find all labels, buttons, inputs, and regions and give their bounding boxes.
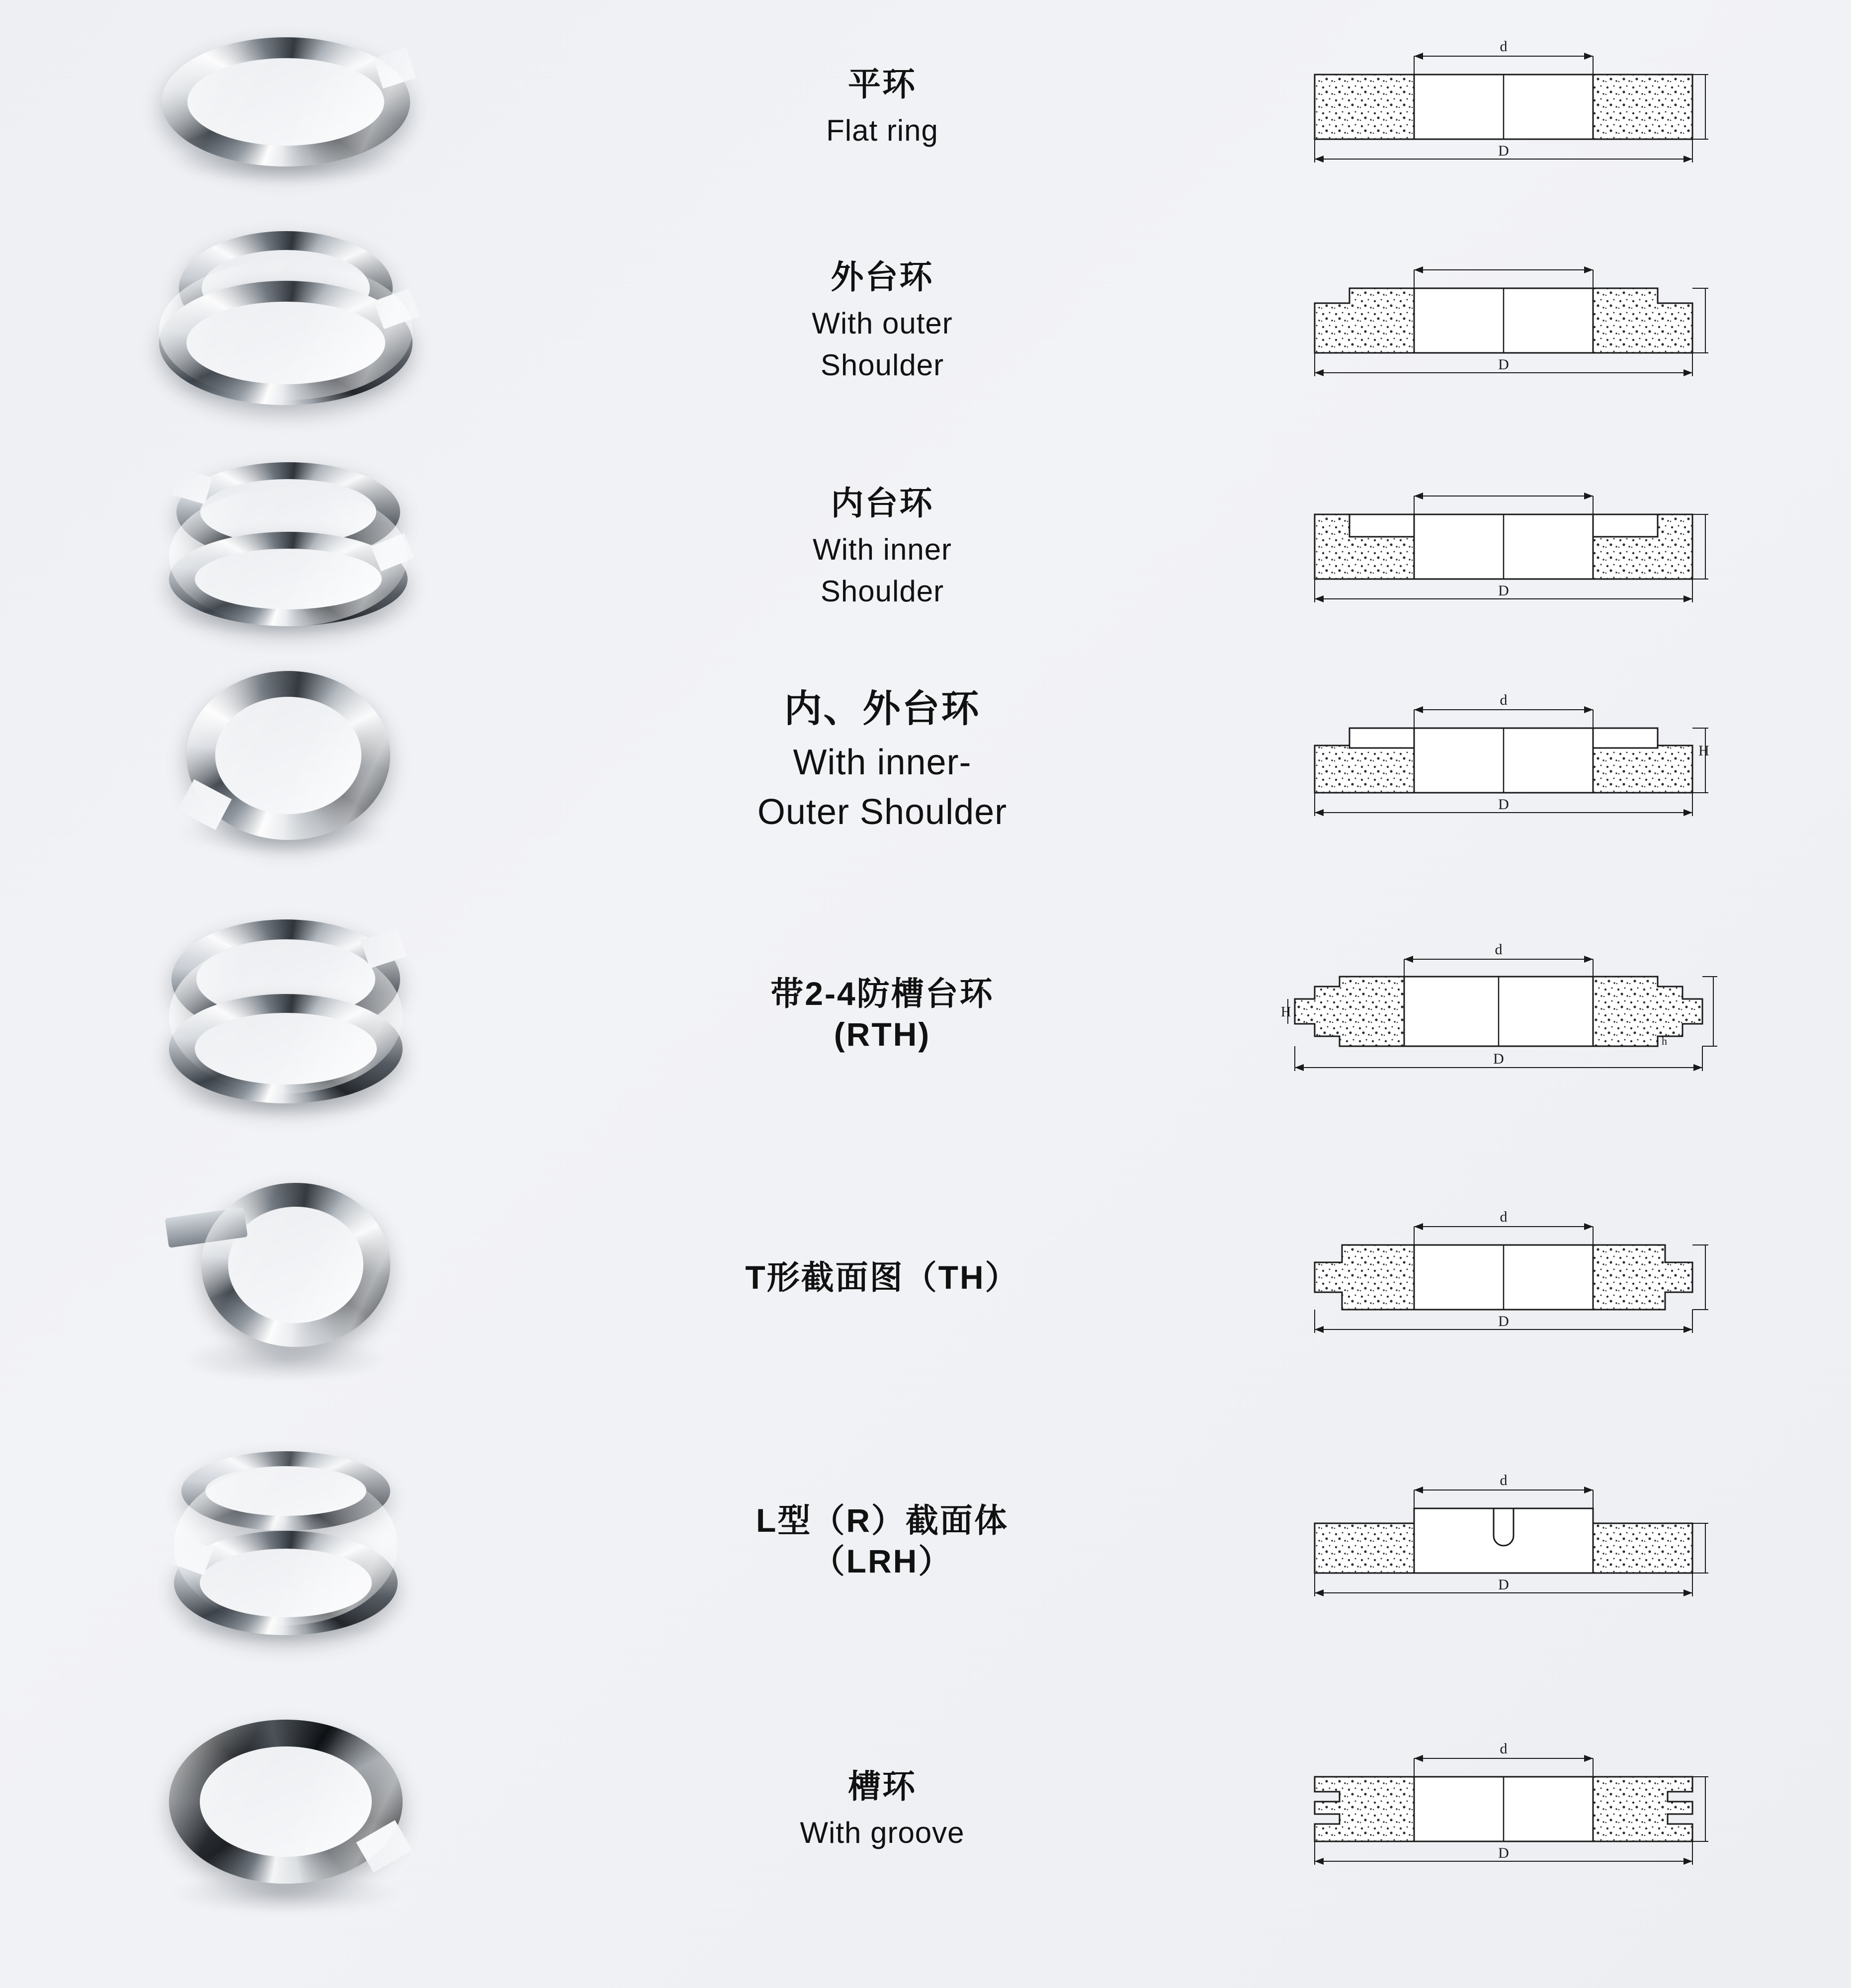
label-inner-outer-shoulder <box>572 685 1193 835</box>
label-en: With inner- <box>793 742 972 782</box>
dim-D: D <box>1498 582 1509 599</box>
row-outer-shoulder <box>0 209 1851 432</box>
drawing-th-section <box>1193 1203 1814 1352</box>
section-svg <box>1295 686 1712 835</box>
dim-d: d <box>1500 38 1508 55</box>
row-flat-ring <box>0 0 1851 214</box>
section-svg <box>1295 1735 1712 1884</box>
drawing-groove-ring <box>1193 1735 1814 1884</box>
photo-lrh-section <box>0 1436 572 1645</box>
drawing-rth-ring <box>1193 934 1814 1093</box>
section-svg <box>1280 934 1727 1093</box>
photo-th-section <box>0 1173 572 1382</box>
section-svg <box>1295 32 1712 181</box>
label-cn: 内、外台环 <box>784 687 981 730</box>
row-rth-ring <box>0 890 1851 1138</box>
dim-d: d <box>1500 1740 1508 1757</box>
row-th-section <box>0 1153 1851 1402</box>
label-en: With inner <box>812 533 952 567</box>
label-cn: 平环 <box>848 65 917 102</box>
dim-D: D <box>1498 1845 1509 1861</box>
label-flat-ring <box>572 64 1193 151</box>
label-en: With groove <box>800 1816 965 1850</box>
label-en-2: Shoulder <box>820 348 944 382</box>
label-groove-ring <box>572 1766 1193 1853</box>
drawing-outer-shoulder <box>1193 246 1814 395</box>
row-inner-outer-shoulder <box>0 646 1851 875</box>
photo-rth-ring <box>0 910 572 1118</box>
label-en: Flat ring <box>826 114 938 148</box>
photo-flat-ring <box>0 32 572 181</box>
photo-inner-shoulder <box>0 457 572 636</box>
label-cn: 外台环 <box>831 258 934 295</box>
label-en: With outer <box>812 307 953 340</box>
label-cn: L型（R）截面体 <box>756 1501 1009 1539</box>
label-code: （LRH） <box>812 1543 953 1579</box>
section-svg <box>1295 246 1712 395</box>
label-cn: 内台环 <box>831 484 934 521</box>
dim-D: D <box>1493 1051 1504 1067</box>
photo-outer-shoulder <box>0 231 572 410</box>
label-lrh-section <box>572 1500 1193 1582</box>
label-cn: 带2-4防槽台环 <box>770 975 994 1012</box>
drawing-inner-shoulder <box>1193 472 1814 621</box>
label-code: (RTH) <box>834 1016 931 1053</box>
label-rth-ring <box>572 973 1193 1055</box>
label-en-2: Outer Shoulder <box>757 792 1008 832</box>
dim-h: h <box>1662 1035 1667 1047</box>
label-en-2: Shoulder <box>820 575 944 608</box>
label-cn: T形截面图（TH） <box>745 1258 1019 1296</box>
row-groove-ring <box>0 1680 1851 1938</box>
label-outer-shoulder <box>572 256 1193 385</box>
row-lrh-section <box>0 1416 1851 1665</box>
dim-d: d <box>1500 1472 1508 1489</box>
dim-H: H <box>1281 1004 1291 1020</box>
label-cn: 槽环 <box>848 1767 917 1805</box>
dim-d: d <box>1500 692 1508 708</box>
dim-D: D <box>1498 796 1509 813</box>
drawing-lrh-section <box>1193 1466 1814 1615</box>
dim-H: H <box>1698 743 1709 759</box>
dim-D: D <box>1498 143 1509 159</box>
photo-inner-outer-shoulder <box>0 661 572 860</box>
dim-D: D <box>1498 1576 1509 1593</box>
dim-D: D <box>1498 1313 1509 1329</box>
dim-d: d <box>1500 1209 1508 1225</box>
section-svg <box>1295 1203 1712 1352</box>
dim-D: D <box>1498 356 1509 373</box>
dim-d: d <box>1495 941 1503 958</box>
drawing-flat-ring <box>1193 32 1814 181</box>
section-svg <box>1295 1466 1712 1615</box>
row-inner-shoulder <box>0 432 1851 661</box>
label-th-section <box>572 1257 1193 1298</box>
drawing-inner-outer-shoulder <box>1193 686 1814 835</box>
section-svg <box>1295 472 1712 621</box>
photo-groove-ring <box>0 1705 572 1913</box>
label-inner-shoulder <box>572 483 1193 611</box>
